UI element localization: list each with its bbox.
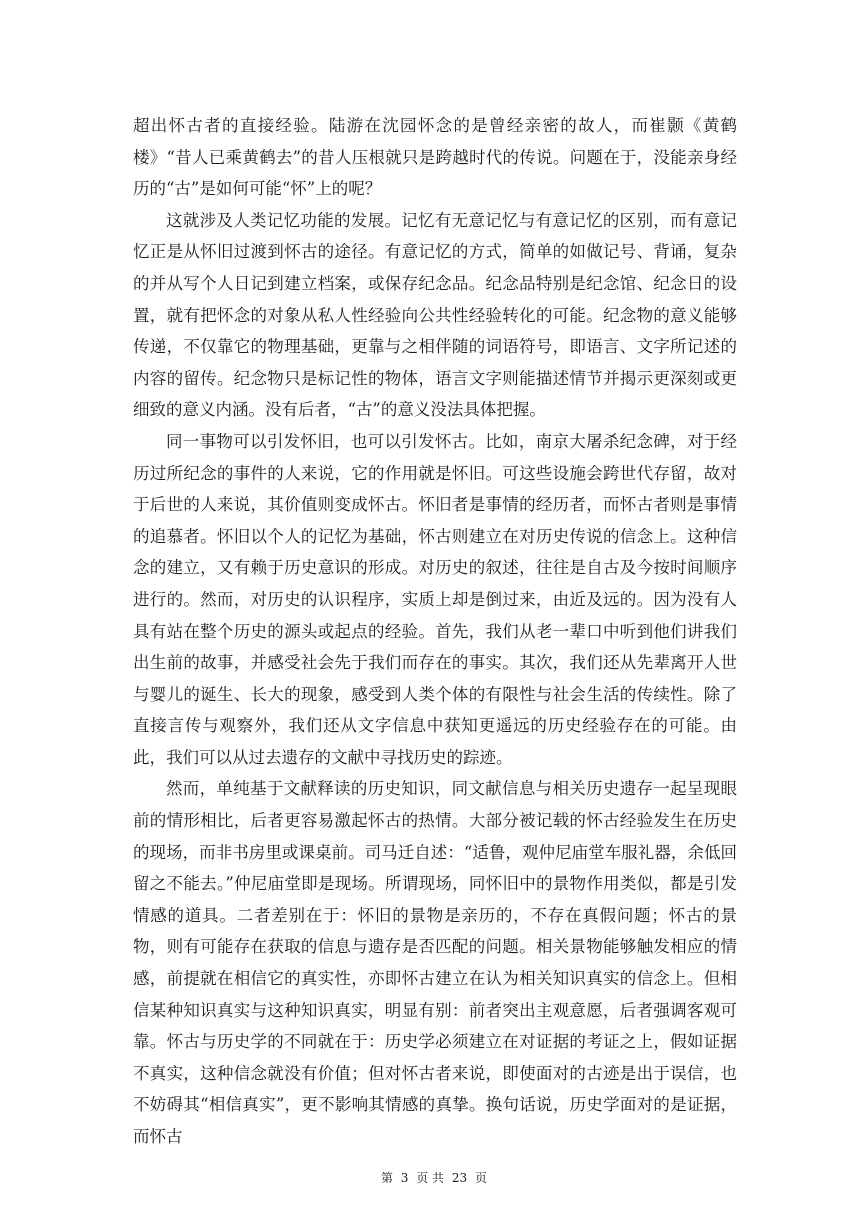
footer-suffix: 页 [475,1171,488,1185]
paragraph: 同一事物可以引发怀旧，也可以引发怀古。比如，南京大屠杀纪念碑，对于经历过所纪念的事件的人来说，它的作用就是怀旧。可这些设施会跨世代存留，故对于后世的人来说，其价值则变成怀古。怀旧者是事情的经历者，而怀古者则是事情的追慕者。怀旧以个人的记忆为基础，怀古则建立在对历史传说的信念上。这种信念的建立，又有赖于历史意识的形成。对历史的叙述，往往是自古及今按时间顺序进行的。然而，对历史的认识程序，实质上却是倒过来，由近及远的。因为没有人具有站在整个历史的源头或起点的经验。首先，我们从老一辈口中听到他们讲我们出生前的故事，并感受社会先于我们而存在的事实。其次，我们还从先辈离开人世与婴儿的诞生、长大的现象，感受到人类个体的有限性与社会生活的传续性。除了直接言传与观察外，我们还从文字信息中获知更遥远的历史经验存在的可能。由此，我们可以从过去遗存的文献中寻找历史的踪迹。 [133,431,737,767]
body-text [133,110,737,1153]
page-number: 3 [400,1171,409,1185]
paragraph: 然而，单纯基于文献释读的历史知识，同文献信息与相关历史遗存一起呈现眼前的情形相比，后者更容易激起怀古的热情。大部分被记载的怀古经验发生在历史的现场，而非书房里或课桌前。司马迁自述：“适鲁，观仲尼庙堂车服礼器，余低回留之不能去。”仲尼庙堂即是现场。所谓现场，同怀旧中的景物作用类似，都是引发情感的道具。二者差别在于：怀旧的景物是亲历的，不存在真假问题；怀古的景物，则有可能存在获取的信息与遗存是否匹配的问题。相关景物能够触发相应的情感，前提就在相信它的真实性，亦即怀古建立在认为相关知识真实的信念上。但相信某种知识真实与这种知识真实，明显有别：前者突出主观意愿，后者强调客观可靠。怀古与历史学的不同就在于：历史学必须建立在对证据的考证之上，假如证据不真实，这种信念就没有价值；但对怀古者来说，即使面对的古迹是出于误信，也不妨碍其“相信真实”，更不影响其情感的真挚。换句话说，历史学面对的是证据，而怀古 [133,779,737,1146]
page-footer [0,1169,868,1186]
total-pages: 23 [451,1171,468,1185]
footer-prefix: 第 [380,1171,393,1185]
paragraph: 这就涉及人类记忆功能的发展。记忆有无意记忆与有意记忆的区别，而有意记忆正是从怀旧过渡到怀古的途径。有意记忆的方式，简单的如做记号、背诵，复杂的并从写个人日记到建立档案，或保存纪念品。纪念品特别是纪念馆、纪念日的设置，就有把怀念的对象从私人性经验向公共性经验转化的可能。纪念物的意义能够传递，不仅靠它的物理基础，更靠与之相伴随的词语符号，即语言、文字所记述的内容的留传。纪念物只是标记性的物体，语言文字则能描述情节并揭示更深刻或更细致的意义内涵。没有后者，“古”的意义没法具体把握。 [133,210,737,420]
paragraph-continuation: 超出怀古者的直接经验。陆游在沈园怀念的是曾经亲密的故人，而崔颢《黄鹤楼》“昔人已乘黄鹤去”的昔人压根就只是跨越时代的传说。问题在于，没能亲身经历的“古”是如何可能“怀”上的呢？ [133,116,737,199]
footer-middle: 页 共 [416,1171,445,1185]
